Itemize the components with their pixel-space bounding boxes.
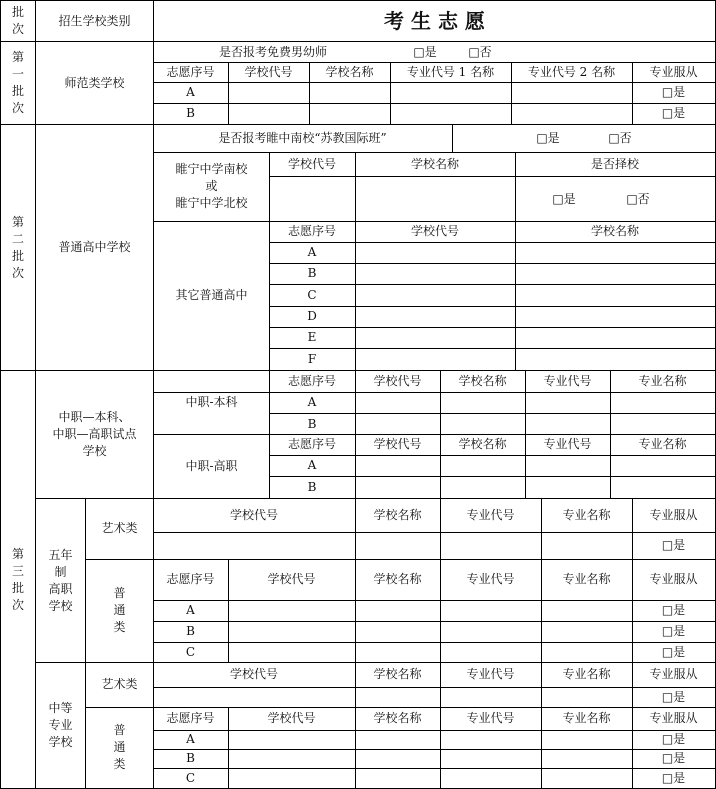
vocational-general-input[interactable] bbox=[229, 731, 355, 749]
five-year-art-input[interactable] bbox=[441, 533, 541, 559]
five-year-general-row-seq: C bbox=[185, 644, 196, 659]
vocational-general-input[interactable] bbox=[441, 769, 541, 788]
other-name-input[interactable] bbox=[516, 307, 715, 327]
trial-input-cell[interactable] bbox=[611, 393, 715, 414]
batch1-row-seq: B bbox=[186, 106, 195, 120]
five-year-art-input[interactable] bbox=[154, 533, 355, 559]
five-year-art-input[interactable] bbox=[542, 533, 632, 559]
trial-column-header: 志愿序号 bbox=[287, 437, 336, 451]
vocational-general-header: 志愿序号 bbox=[166, 711, 215, 725]
five-year-general-row-obey: □是 bbox=[661, 644, 686, 659]
batch1-input-cell[interactable] bbox=[512, 104, 632, 124]
vocational-general-header: 专业服从 bbox=[649, 711, 698, 725]
vocational-art-label: 艺术类 bbox=[101, 677, 138, 691]
other-row-seq: A bbox=[307, 245, 317, 259]
vocational-general-input[interactable] bbox=[356, 769, 440, 788]
batch1-input-cell[interactable] bbox=[391, 104, 511, 124]
other-name-input[interactable] bbox=[516, 328, 715, 348]
batch2-label: 第 二 批 次 bbox=[11, 214, 24, 280]
trial-input-cell[interactable] bbox=[611, 415, 715, 436]
vocational-general-input[interactable] bbox=[542, 769, 632, 788]
batch1-category: 师范类学校 bbox=[64, 75, 125, 90]
vocational-art-input[interactable] bbox=[154, 688, 355, 707]
vocational-art-input[interactable] bbox=[542, 688, 632, 707]
trial-column-header: 学校名称 bbox=[458, 437, 507, 451]
five-year-general-row-obey: □是 bbox=[661, 603, 686, 617]
vocational-general-row-obey: □是 bbox=[661, 770, 686, 785]
five-year-school-label: 五年 制 高职 学校 bbox=[48, 547, 73, 613]
five-year-art-obey: □是 bbox=[661, 538, 686, 552]
suining-code-header: 学校代号 bbox=[287, 156, 336, 171]
trial-column-header: 学校名称 bbox=[458, 374, 507, 388]
vocational-general-header: 专业代号 bbox=[466, 711, 515, 725]
form-title: 考 生 志 愿 bbox=[384, 8, 485, 33]
suining-school-label: 睢宁中学南校 或 睢宁中学北校 bbox=[175, 162, 248, 210]
trial-input-cell[interactable] bbox=[526, 393, 610, 414]
vocational-general-header: 学校名称 bbox=[373, 711, 422, 725]
batch1-input-cell[interactable] bbox=[310, 104, 390, 124]
five-year-general-input[interactable] bbox=[229, 643, 355, 662]
vocational-art-obey: □是 bbox=[661, 689, 686, 704]
free-kindergarten-no: □否 bbox=[468, 44, 492, 59]
trial-column-header: 志愿序号 bbox=[287, 374, 336, 388]
batch1-column-header: 志愿序号 bbox=[166, 64, 215, 79]
suining-select-no: □否 bbox=[626, 191, 650, 206]
trial-column-header: 专业代号 bbox=[543, 437, 592, 451]
vocational-school-label: 中等 专业 学校 bbox=[48, 701, 73, 749]
vocational-art-input[interactable] bbox=[441, 688, 541, 707]
trial-column-header: 专业名称 bbox=[638, 437, 687, 451]
vocational-art-header: 学校代号 bbox=[229, 667, 278, 681]
vocational-general-row-seq: B bbox=[186, 751, 195, 765]
vocational-general-row-obey: □是 bbox=[661, 751, 686, 765]
batch1-column-header: 专业代号 1 名称 bbox=[406, 64, 495, 79]
vocational-art-header: 专业名称 bbox=[562, 667, 611, 681]
other-name-input[interactable] bbox=[516, 349, 715, 370]
five-year-general-input[interactable] bbox=[441, 643, 541, 662]
trial-input-cell[interactable] bbox=[441, 478, 525, 499]
trial-column-header: 学校代号 bbox=[373, 437, 422, 451]
other-row-seq: E bbox=[307, 330, 317, 344]
trial-gaozhi-label: 中职-高职 bbox=[185, 459, 238, 473]
trial-column-header: 专业代号 bbox=[543, 374, 592, 388]
five-year-art-label: 艺术类 bbox=[101, 521, 138, 535]
five-year-general-row-seq: A bbox=[186, 603, 195, 617]
vocational-general-input[interactable] bbox=[229, 769, 355, 788]
batch1-input-cell[interactable] bbox=[310, 83, 390, 103]
trial-row-seq: A bbox=[307, 458, 317, 473]
five-year-general-header: 专业代号 bbox=[466, 572, 515, 586]
trial-benke-label: 中职-本科 bbox=[185, 395, 238, 409]
suining-select-yes: □是 bbox=[552, 191, 576, 206]
five-year-general-header: 志愿序号 bbox=[166, 572, 215, 586]
other-code-input[interactable] bbox=[356, 307, 515, 327]
five-year-general-input[interactable] bbox=[356, 622, 440, 642]
other-code-input[interactable] bbox=[356, 264, 515, 284]
trial-column-header: 学校代号 bbox=[373, 374, 422, 388]
trial-input-cell[interactable] bbox=[526, 456, 610, 477]
other-name-input[interactable] bbox=[516, 243, 715, 263]
suining-name-input[interactable] bbox=[356, 177, 515, 221]
vocational-general-input[interactable] bbox=[356, 750, 440, 768]
five-year-general-input[interactable] bbox=[356, 643, 440, 662]
batch1-column-header: 学校代号 bbox=[244, 64, 293, 79]
batch1-input-cell[interactable] bbox=[391, 83, 511, 103]
other-row-seq: F bbox=[307, 351, 317, 366]
intl-class-yes: □是 bbox=[536, 130, 560, 145]
other-high-school-label: 其它普通高中 bbox=[175, 288, 248, 302]
batch3-label: 第 三 批 次 bbox=[11, 546, 24, 612]
other-name-header: 学校名称 bbox=[590, 224, 639, 238]
batch1-column-header: 专业代号 2 名称 bbox=[527, 64, 616, 79]
trial-column-header: 专业名称 bbox=[638, 374, 687, 388]
five-year-general-label: 普 通 类 bbox=[113, 586, 126, 634]
batch1-column-header: 专业服从 bbox=[649, 64, 698, 79]
vocational-general-input[interactable] bbox=[441, 750, 541, 768]
five-year-general-input[interactable] bbox=[229, 601, 355, 621]
batch1-row-seq: A bbox=[186, 85, 195, 99]
other-code-input[interactable] bbox=[356, 243, 515, 263]
vocational-general-input[interactable] bbox=[542, 731, 632, 749]
trial-row-seq: B bbox=[307, 479, 317, 494]
trial-row-seq: A bbox=[307, 395, 317, 410]
vocational-general-label: 普 通 类 bbox=[113, 723, 126, 771]
other-seq-header: 志愿序号 bbox=[287, 224, 336, 238]
trial-row-seq: B bbox=[307, 416, 317, 431]
batch-column-header: 批 次 bbox=[11, 5, 24, 36]
five-year-general-row-obey: □是 bbox=[661, 624, 686, 638]
five-year-art-header: 专业服从 bbox=[649, 507, 698, 522]
trial-input-cell[interactable] bbox=[356, 478, 440, 499]
other-row-seq: B bbox=[307, 266, 317, 280]
trial-input-cell[interactable] bbox=[356, 456, 440, 477]
table-rule bbox=[452, 124, 453, 153]
trial-input-cell[interactable] bbox=[441, 415, 525, 436]
intl-class-no: □否 bbox=[608, 130, 632, 145]
trial-school-category: 中职—本科、 中职—高职试点 学校 bbox=[52, 410, 137, 458]
trial-input-cell[interactable] bbox=[526, 415, 610, 436]
five-year-general-input[interactable] bbox=[542, 601, 632, 621]
vocational-general-input[interactable] bbox=[356, 731, 440, 749]
batch2-category: 普通高中学校 bbox=[58, 240, 131, 254]
intl-class-question: 是否报考睢中南校“苏教国际班” bbox=[218, 130, 387, 145]
other-code-input[interactable] bbox=[356, 328, 515, 348]
vocational-art-input[interactable] bbox=[356, 688, 440, 707]
vocational-general-header: 学校代号 bbox=[267, 711, 316, 725]
five-year-art-input[interactable] bbox=[356, 533, 440, 559]
free-kindergarten-yes: □是 bbox=[413, 44, 437, 59]
other-name-input[interactable] bbox=[516, 264, 715, 284]
trial-input-cell[interactable] bbox=[356, 393, 440, 414]
free-kindergarten-question: 是否报考免费男幼师 bbox=[218, 44, 327, 59]
other-name-input[interactable] bbox=[516, 285, 715, 306]
five-year-general-input[interactable] bbox=[542, 643, 632, 662]
trial-input-cell[interactable] bbox=[611, 478, 715, 499]
suining-name-header: 学校名称 bbox=[410, 156, 459, 171]
five-year-general-header: 学校代号 bbox=[267, 572, 316, 586]
trial-input-cell[interactable] bbox=[441, 456, 525, 477]
other-code-header: 学校代号 bbox=[410, 224, 459, 238]
batch1-label: 第 一 批 次 bbox=[11, 50, 24, 115]
vocational-art-header: 专业服从 bbox=[649, 667, 698, 681]
other-code-input[interactable] bbox=[356, 285, 515, 306]
other-row-seq: C bbox=[307, 287, 317, 302]
trial-input-cell[interactable] bbox=[611, 456, 715, 477]
vocational-general-header: 专业名称 bbox=[562, 711, 611, 725]
batch1-row-obey: □是 bbox=[661, 106, 686, 120]
five-year-art-header: 专业名称 bbox=[562, 507, 611, 522]
five-year-general-input[interactable] bbox=[356, 601, 440, 621]
vocational-general-row-obey: □是 bbox=[661, 732, 686, 746]
five-year-general-row-seq: B bbox=[186, 624, 195, 638]
five-year-general-input[interactable] bbox=[441, 601, 541, 621]
batch1-input-cell[interactable] bbox=[229, 104, 309, 124]
five-year-general-header: 学校名称 bbox=[373, 572, 422, 586]
five-year-art-header: 学校名称 bbox=[373, 507, 422, 522]
trial-input-cell[interactable] bbox=[441, 393, 525, 414]
trial-input-cell[interactable] bbox=[526, 478, 610, 499]
vocational-general-input[interactable] bbox=[441, 731, 541, 749]
five-year-art-header: 专业代号 bbox=[466, 507, 515, 522]
five-year-general-header: 专业服从 bbox=[649, 572, 698, 586]
vocational-general-input[interactable] bbox=[542, 750, 632, 768]
vocational-art-header: 专业代号 bbox=[466, 667, 515, 681]
suining-select-header: 是否择校 bbox=[590, 156, 639, 171]
vocational-general-row-seq: A bbox=[186, 732, 195, 746]
suining-code-input[interactable] bbox=[270, 177, 355, 221]
other-row-seq: D bbox=[307, 309, 317, 323]
school-type-column-header: 招生学校类别 bbox=[58, 13, 131, 28]
other-code-input[interactable] bbox=[356, 349, 515, 370]
vocational-general-row-seq: C bbox=[185, 770, 196, 785]
five-year-general-input[interactable] bbox=[441, 622, 541, 642]
vocational-art-header: 学校名称 bbox=[373, 667, 422, 681]
five-year-general-input[interactable] bbox=[542, 622, 632, 642]
batch1-input-cell[interactable] bbox=[229, 83, 309, 103]
vocational-general-input[interactable] bbox=[229, 750, 355, 768]
batch1-column-header: 学校名称 bbox=[325, 64, 374, 79]
five-year-general-header: 专业名称 bbox=[562, 572, 611, 586]
trial-input-cell[interactable] bbox=[356, 415, 440, 436]
five-year-art-header: 学校代号 bbox=[229, 507, 278, 522]
batch1-row-obey: □是 bbox=[661, 85, 686, 99]
batch1-input-cell[interactable] bbox=[512, 83, 632, 103]
five-year-general-input[interactable] bbox=[229, 622, 355, 642]
